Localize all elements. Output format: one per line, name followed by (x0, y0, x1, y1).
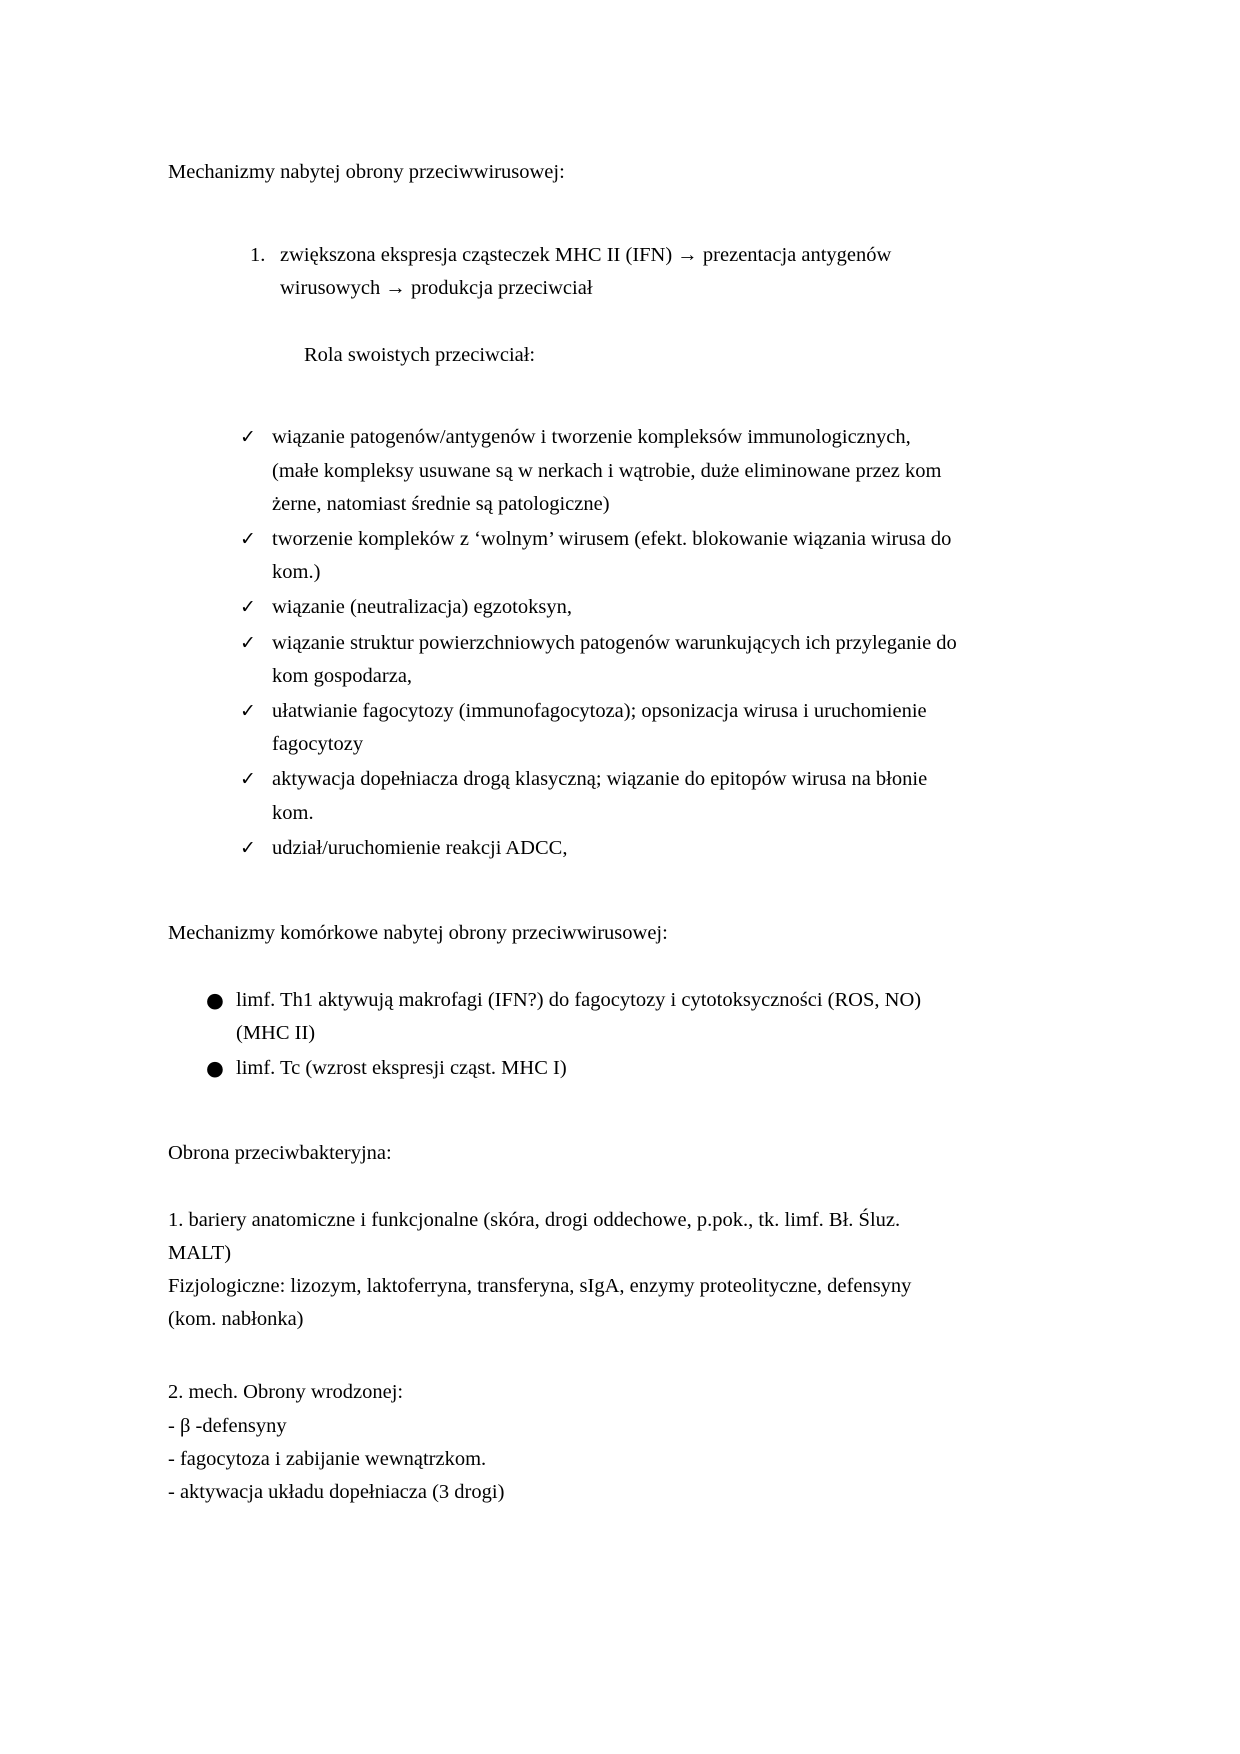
paragraph-line: 2. mech. Obrony wrodzonej: (168, 1381, 404, 1404)
checkmark-list-item-text: aktywacja dopełniacza drogą klasyczną; wiązanie do epitopów wirusa na błonie kom. (272, 768, 928, 824)
bullet-list-item-text: limf. Th1 aktywują makrofagi (IFN?) do fagocytozy i cytotoksyczności (ROS, NO) (MHC II) (236, 988, 922, 1044)
bullet-list (168, 984, 958, 1086)
checkmark-list-item (168, 832, 958, 865)
sub-heading-rola-swoistych-przeciwcial: Rola swoistych przeciwciał: (304, 343, 536, 366)
section-heading-mechanizmy-nabytej: Mechanizmy nabytej obrony przeciwwirusowej: (168, 161, 565, 183)
checkmark-list-item-text: tworzenie kompleków z ‘wolnym’ wirusem (efekt. blokowanie wiązania wirusa do kom.) (272, 528, 952, 584)
check-icon: ✓ (240, 768, 256, 791)
page-content (168, 162, 958, 1509)
paragraph-line: - β -defensyny (168, 1414, 287, 1437)
spacer (168, 365, 958, 421)
paragraph-block-mech-obrony-wrodzonej (168, 1376, 958, 1509)
checkmark-list-item-text: wiązanie struktur powierzchniowych patogenów warunkujących ich przyleganie do kom gospodarza, (272, 631, 957, 687)
checkmark-list-item-text: wiązanie patogenów/antygenów i tworzenie kompleksów immunologicznych, (małe kompleksy usuwane są w nerkach i wątrobie, duże eliminowane przez kom żerne, natomiast średnie są patologiczne) (272, 426, 942, 515)
checkmark-list-item (168, 421, 958, 521)
paragraph-line: - fagocytoza i zabijanie wewnątrzkom. (168, 1447, 487, 1470)
section-heading-obrona-przeciwbakteryjna: Obrona przeciwbakteryjna: (168, 1142, 392, 1165)
section-heading-mechanizmy-komorkowe: Mechanizmy komórkowe nabytej obrony przeciwwirusowej: (168, 922, 668, 945)
check-icon: ✓ (240, 700, 256, 723)
check-icon: ✓ (240, 836, 256, 859)
bullet-dot-icon: ● (206, 1055, 224, 1080)
paragraph-line: Fizjologiczne: lizozym, laktoferryna, transferyna, sIgA, enzymy proteolityczne, defensyny (kom. nabłonka) (168, 1275, 917, 1331)
checkmark-list-item-text: udział/uruchomienie reakcji ADCC, (272, 836, 568, 859)
numbered-list-item-text: zwiększona ekspresja cząsteczek MHC II (IFN) → prezentacja antygenów wirusowych → produkcja przeciwciał (280, 243, 892, 299)
paragraph-block-bariery (168, 1204, 958, 1337)
checkmark-list-item (168, 695, 958, 761)
checkmark-list-item (168, 523, 958, 589)
spacer (168, 305, 958, 345)
spacer (168, 867, 958, 923)
checkmark-list-item (168, 591, 958, 624)
checkmark-list (168, 421, 958, 865)
spacer (168, 1087, 958, 1143)
check-icon: ✓ (240, 528, 256, 551)
checkmark-list-item (168, 763, 958, 829)
checkmark-list-item (168, 627, 958, 693)
numbered-list (168, 239, 958, 305)
numbered-list-item (168, 239, 958, 305)
checkmark-list-item-text: ułatwianie fagocytozy (immunofagocytoza); opsonizacja wirusa i uruchomienie fagocytozy (272, 700, 927, 756)
paragraph-line: 1. bariery anatomiczne i funkcjonalne (skóra, drogi oddechowe, p.pok., tk. limf. Bł. Śluz. MALT) (168, 1208, 906, 1264)
bullet-dot-icon: ● (206, 987, 224, 1012)
bullet-list-item (168, 1052, 958, 1085)
check-icon: ✓ (240, 631, 256, 654)
spacer (168, 183, 958, 239)
paragraph-line: - aktywacja układu dopełniacza (3 drogi) (168, 1481, 505, 1504)
spacer (168, 1336, 958, 1376)
spacer (168, 944, 958, 984)
checkmark-list-item-text: wiązanie (neutralizacja) egzotoksyn, (272, 596, 572, 619)
check-icon: ✓ (240, 426, 256, 449)
bullet-list-item-text: limf. Tc (wzrost ekspresji cząst. MHC I) (236, 1056, 567, 1079)
bullet-list-item (168, 984, 958, 1050)
spacer (168, 1164, 958, 1204)
list-marker-number: 1. (250, 243, 266, 266)
check-icon: ✓ (240, 596, 256, 619)
